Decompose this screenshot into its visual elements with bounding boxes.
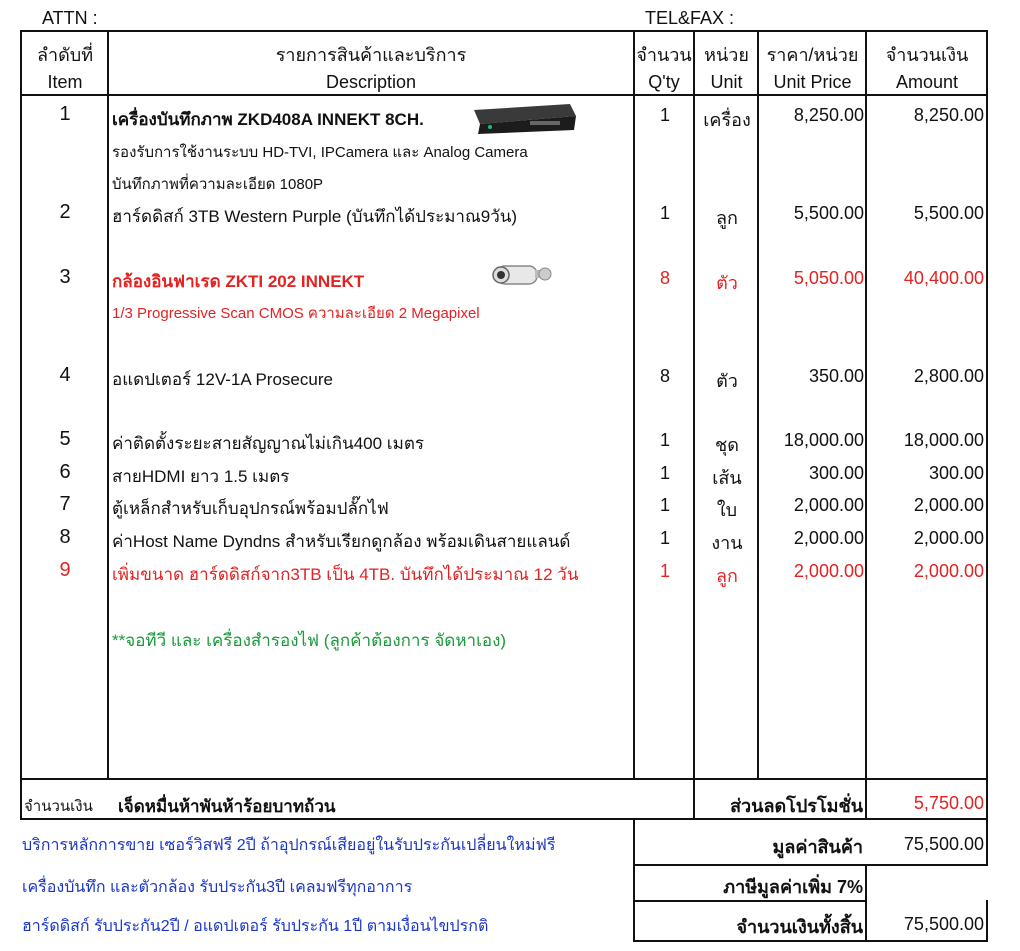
vat-label: ภาษีมูลค่าเพิ่ม 7% bbox=[723, 877, 863, 897]
item-price: 350.00 bbox=[808, 366, 864, 386]
col-divider bbox=[865, 864, 867, 902]
item-no: 5 bbox=[59, 428, 71, 450]
col-header-no-th: ลำดับที่ bbox=[36, 45, 94, 65]
col-divider bbox=[633, 864, 635, 902]
col-header-qty-en: Q'ty bbox=[648, 72, 680, 92]
item-no: 9 bbox=[59, 559, 71, 581]
grand-total-value: 75,500.00 bbox=[903, 914, 984, 934]
col-header-price-th: ราคา/หน่วย bbox=[766, 45, 859, 65]
item-desc: อแดปเตอร์ 12V-1A Prosecure bbox=[112, 370, 333, 389]
item-unit: ใบ bbox=[716, 500, 738, 520]
header-divider bbox=[20, 94, 988, 96]
item-price: 2,000.00 bbox=[793, 495, 864, 515]
col-header-unit-en: Unit bbox=[710, 72, 743, 92]
item-no: 4 bbox=[59, 364, 71, 386]
item-desc: เพิ่มขนาด ฮาร์ดดิสก์จาก3TB เป็น 4TB. บันทึกได้ประมาณ 12 วัน bbox=[112, 565, 579, 584]
item-no: 8 bbox=[59, 526, 71, 548]
col-header-amount-th: จำนวนเงิน bbox=[885, 45, 969, 65]
discount-label: ส่วนลดโปรโมชั่น bbox=[730, 796, 863, 816]
item-desc-sub: รองรับการใช้งานระบบ HD-TVI, IPCamera และ Analog Camera bbox=[112, 144, 528, 161]
customer-note: **จอทีวี และ เครื่องสำรองไฟ (ลูกค้าต้องการ จัดหาเอง) bbox=[112, 631, 507, 650]
goods-value-label: มูลค่าสินค้า bbox=[772, 837, 863, 857]
col-divider bbox=[693, 30, 695, 820]
item-qty: 1 bbox=[659, 203, 670, 223]
item-amount: 5,500.00 bbox=[913, 203, 984, 223]
discount-value: 5,750.00 bbox=[913, 793, 984, 813]
col-divider bbox=[633, 30, 635, 780]
col-header-unit-th: หน่วย bbox=[704, 45, 749, 65]
col-header-price-en: Unit Price bbox=[773, 72, 852, 92]
item-amount: 2,000.00 bbox=[913, 495, 984, 515]
col-divider bbox=[986, 900, 988, 942]
item-price: 5,500.00 bbox=[793, 203, 864, 223]
attn-label: ATTN : bbox=[42, 8, 98, 28]
item-qty: 1 bbox=[659, 528, 670, 548]
item-qty: 1 bbox=[659, 561, 670, 581]
item-amount: 8,250.00 bbox=[913, 105, 984, 125]
item-unit: เส้น bbox=[712, 468, 742, 488]
item-amount: 300.00 bbox=[928, 463, 984, 483]
warranty-term: เครื่องบันทึก และตัวกล้อง รับประกัน3ปี เคลมฟรีทุกอาการ bbox=[22, 879, 413, 896]
item-amount: 18,000.00 bbox=[903, 430, 984, 450]
col-divider bbox=[633, 900, 635, 942]
amount-in-words: เจ็ดหมื่นห้าพันห้าร้อยบาทถ้วน bbox=[118, 797, 336, 816]
item-price: 300.00 bbox=[808, 463, 864, 483]
item-desc: ตู้เหล็กสำหรับเก็บอุปกรณ์พร้อมปลั๊กไฟ bbox=[112, 499, 389, 518]
telfax-label: TEL&FAX : bbox=[645, 8, 735, 28]
item-no: 6 bbox=[59, 461, 71, 483]
item-amount: 2,000.00 bbox=[913, 528, 984, 548]
col-divider bbox=[107, 30, 109, 780]
col-header-desc-th: รายการสินค้าและบริการ bbox=[275, 45, 467, 65]
item-desc: เครื่องบันทึกภาพ ZKD408A INNEKT 8CH. bbox=[112, 110, 424, 129]
item-desc-sub: 1/3 Progressive Scan CMOS ความละเอียด 2 Megapixel bbox=[112, 305, 480, 322]
item-qty: 1 bbox=[659, 430, 670, 450]
item-desc: ฮาร์ดดิสก์ 3TB Western Purple (บันทึกได้ประมาณ9วัน) bbox=[112, 207, 518, 226]
item-desc: กล้องอินฟาเรด ZKTI 202 INNEKT bbox=[112, 272, 365, 291]
item-unit: ตัว bbox=[716, 371, 738, 391]
item-desc: สายHDMI ยาว 1.5 เมตร bbox=[112, 467, 290, 486]
col-divider bbox=[865, 900, 867, 942]
amount-words-label: จำนวนเงิน bbox=[24, 798, 93, 815]
item-unit: ลูก bbox=[716, 208, 738, 228]
warranty-term: ฮาร์ดดิสก์ รับประกัน2ปี / อแดปเตอร์ รับประกัน 1ปี ตามเงื่อนไขปรกติ bbox=[22, 918, 489, 935]
item-amount: 40,400.00 bbox=[903, 268, 984, 288]
goods-value: 75,500.00 bbox=[903, 834, 984, 854]
item-price: 2,000.00 bbox=[793, 528, 864, 548]
summary-divider bbox=[633, 864, 988, 866]
item-unit: งาน bbox=[711, 533, 743, 553]
item-qty: 8 bbox=[659, 268, 670, 288]
item-qty: 8 bbox=[659, 366, 670, 386]
item-qty: 1 bbox=[659, 463, 670, 483]
item-no: 3 bbox=[59, 266, 71, 288]
col-divider bbox=[633, 820, 635, 866]
col-header-amount-en: Amount bbox=[895, 72, 959, 92]
item-no: 1 bbox=[59, 103, 71, 125]
item-price: 2,000.00 bbox=[793, 561, 864, 581]
item-desc: ค่าติดตั้งระยะสายสัญญาณไม่เกิน400 เมตร bbox=[112, 434, 424, 453]
item-amount: 2,800.00 bbox=[913, 366, 984, 386]
item-unit: ตัว bbox=[716, 273, 738, 293]
item-unit: ลูก bbox=[716, 566, 738, 586]
item-qty: 1 bbox=[659, 105, 670, 125]
item-qty: 1 bbox=[659, 495, 670, 515]
item-desc-sub: บันทึกภาพที่ความละเอียด 1080P bbox=[112, 176, 324, 193]
col-header-no-en: Item bbox=[47, 72, 83, 92]
item-price: 18,000.00 bbox=[783, 430, 864, 450]
item-amount: 2,000.00 bbox=[913, 561, 984, 581]
item-unit: ชุด bbox=[715, 435, 739, 455]
col-divider bbox=[865, 30, 867, 820]
item-no: 2 bbox=[59, 201, 71, 223]
dvr-recorder-image bbox=[470, 102, 578, 136]
grand-total-label: จำนวนเงินทั้งสิ้น bbox=[736, 917, 863, 937]
item-desc: ค่าHost Name Dyndns สำหรับเรียกดูกล้อง พร้อมเดินสายแลนด์ bbox=[112, 532, 571, 551]
col-header-qty-th: จำนวน bbox=[636, 45, 692, 65]
col-header-desc-en: Description bbox=[325, 72, 417, 92]
col-divider bbox=[757, 30, 759, 780]
item-unit: เครื่อง bbox=[703, 110, 751, 130]
col-divider bbox=[986, 820, 988, 866]
item-price: 8,250.00 bbox=[793, 105, 864, 125]
summary-divider bbox=[20, 778, 988, 780]
warranty-term: บริการหลักการขาย เซอร์วิสฟรี 2ปี ถ้าอุปกรณ์เสียอยู่ในรับประกันเปลี่ยนใหม่ฟรี bbox=[22, 837, 556, 854]
item-price: 5,050.00 bbox=[793, 268, 864, 288]
item-no: 7 bbox=[59, 493, 71, 515]
bullet-camera-image bbox=[487, 258, 553, 294]
